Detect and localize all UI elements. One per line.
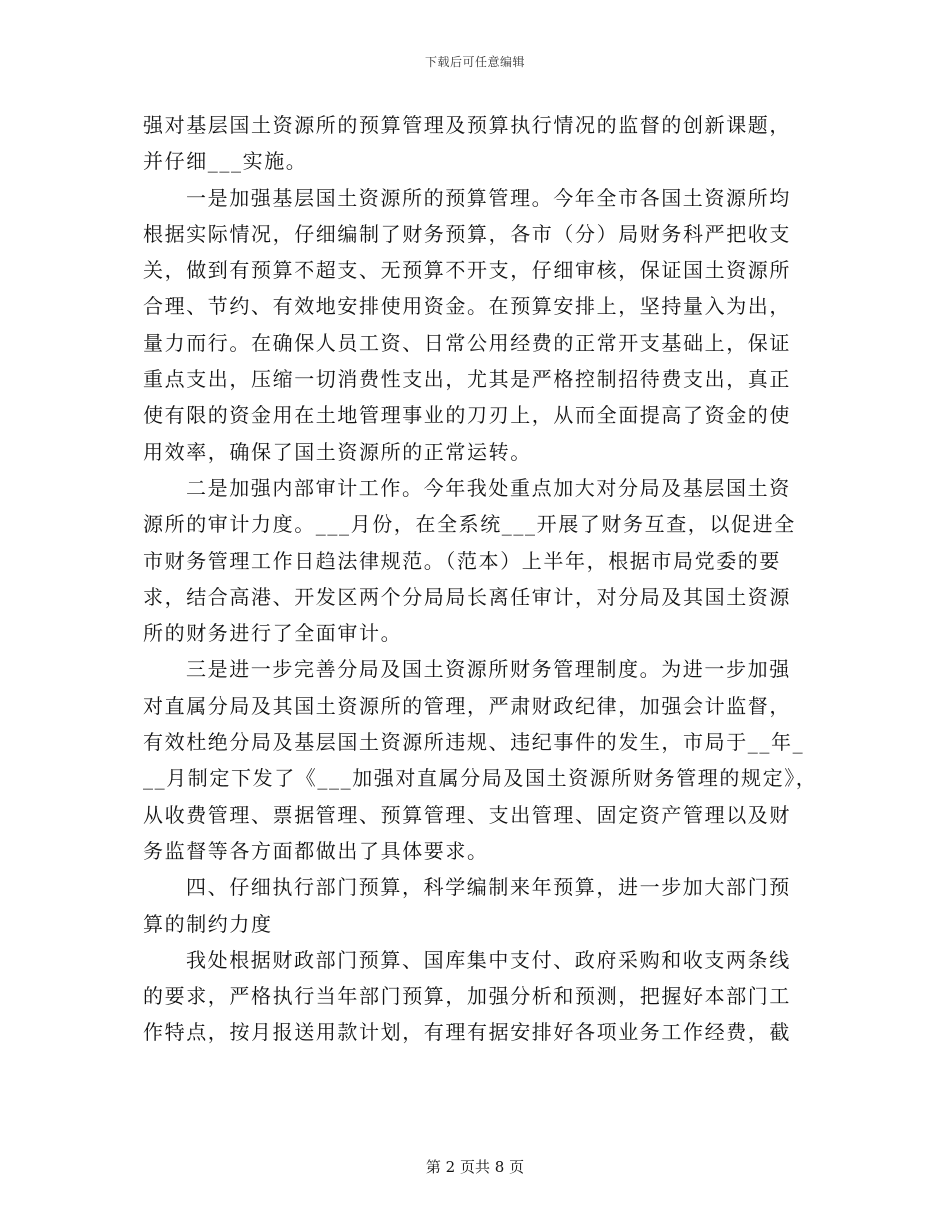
section-heading-line: 算的制约力度 (143, 911, 273, 936)
body-line: 合理、节约、有效地安排使用资金。在预算安排上，坚持量入为出， (143, 294, 791, 319)
body-line: 对直属分局及其国土资源所的管理，严肃财政纪律，加强会计监督， (143, 693, 791, 718)
body-line: 从收费管理、票据管理、预算管理、支出管理、固定资产管理以及财 (143, 802, 791, 827)
body-line: 重点支出，压缩一切消费性支出，尤其是严格控制招待费支出，真正 (143, 367, 791, 392)
paragraph-start-line: 三是进一步完善分局及国土资源所财务管理制度。为进一步加强 (186, 657, 791, 682)
body-line: 所的财务进行了全面审计。 (143, 621, 403, 646)
body-line: 务监督等各方面都做出了具体要求。 (143, 838, 489, 863)
body-line: 并仔细___实施。 (143, 149, 308, 174)
body-line: 关，做到有预算不超支、无预算不开支，仔细审核，保证国土资源所 (143, 258, 791, 283)
paragraph-start-line: 二是加强内部审计工作。今年我处重点加大对分局及基层国土资 (186, 475, 791, 500)
body-line: 源所的审计力度。___月份，在全系统___开展了财务互查，以促进全 (143, 512, 796, 537)
body-line: 强对基层国土资源所的预算管理及预算执行情况的监督的创新课题， (143, 113, 791, 137)
document-body (143, 107, 818, 1051)
paragraph-start-line: 我处根据财政部门预算、国库集中支付、政府采购和收支两条线 (186, 947, 791, 972)
paragraph-start-line: 一是加强基层国土资源所的预算管理。今年全市各国土资源所均 (186, 185, 791, 210)
body-line: 市财务管理工作日趋法律规范。（范本）上半年，根据市局党委的要 (143, 548, 781, 573)
section-heading-line: 四、仔细执行部门预算，科学编制来年预算，进一步加大部门预 (186, 875, 791, 900)
body-line: 根据实际情况，仔细编制了财务预算，各市（分）局财务科严把收支 (143, 221, 791, 246)
body-line: 用效率，确保了国土资源所的正常运转。 (143, 439, 532, 464)
page-header-note: 下载后可任意编辑 (424, 55, 525, 69)
body-line: 的要求，严格执行当年部门预算，加强分析和预测，把握好本部门工 (143, 984, 791, 1009)
body-line: 作特点，按月报送用款计划，有理有据安排好各项业务工作经费，截 (143, 1020, 791, 1045)
body-line: 求，结合高港、开发区两个分局局长离任审计，对分局及其国土资源 (143, 584, 791, 609)
body-line: 有效杜绝分局及基层国土资源所违规、违纪事件的发生，市局于__年_ (143, 730, 805, 755)
body-line: 使有限的资金用在土地管理事业的刀刃上，从而全面提高了资金的使 (143, 403, 791, 428)
page-number: 第 2 页共 8 页 (425, 1158, 525, 1176)
body-line: __月制定下发了《___加强对直属分局及国土资源所财务管理的规定》， (143, 766, 818, 791)
body-line: 量力而行。在确保人员工资、日常公用经费的正常开支基础上，保证 (143, 330, 791, 355)
